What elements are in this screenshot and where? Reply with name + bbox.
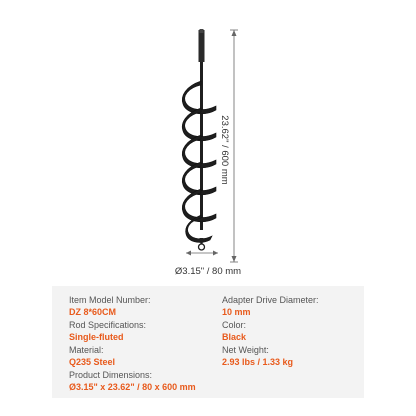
auger-shaft [199, 29, 205, 230]
spec-value-model: DZ 8*60CM [69, 307, 117, 317]
spec-value-weight: 2.93 lbs / 1.33 kg [222, 357, 294, 367]
spec-label-color: Color: [222, 320, 247, 330]
spec-label-model: Item Model Number: [69, 295, 151, 305]
spec-label-material: Material: [69, 345, 104, 355]
spec-value-material: Q235 Steel [69, 357, 116, 367]
spec-label-rod: Rod Specifications: [69, 320, 147, 330]
specs-right-column [222, 294, 319, 369]
spec-value-adapter: 10 mm [222, 307, 251, 317]
spec-label-dimensions: Product Dimensions: [69, 370, 153, 380]
diameter-dimension-line [186, 251, 218, 256]
length-dimension-line [230, 30, 238, 262]
length-label: 23.62" / 600 mm [219, 115, 230, 185]
spec-value-dimensions: Ø3.15" x 23.62" / 80 x 600 mm [69, 382, 196, 392]
specifications-panel [52, 286, 364, 398]
spec-label-adapter: Adapter Drive Diameter: [222, 295, 319, 305]
auger-flights [182, 81, 216, 242]
spec-value-rod: Single-fluted [69, 332, 124, 342]
spec-value-color: Black [222, 332, 247, 342]
spec-label-weight: Net Weight: [222, 345, 269, 355]
specs-left-column [69, 294, 196, 394]
diameter-label: Ø3.15" / 80 mm [174, 266, 242, 277]
